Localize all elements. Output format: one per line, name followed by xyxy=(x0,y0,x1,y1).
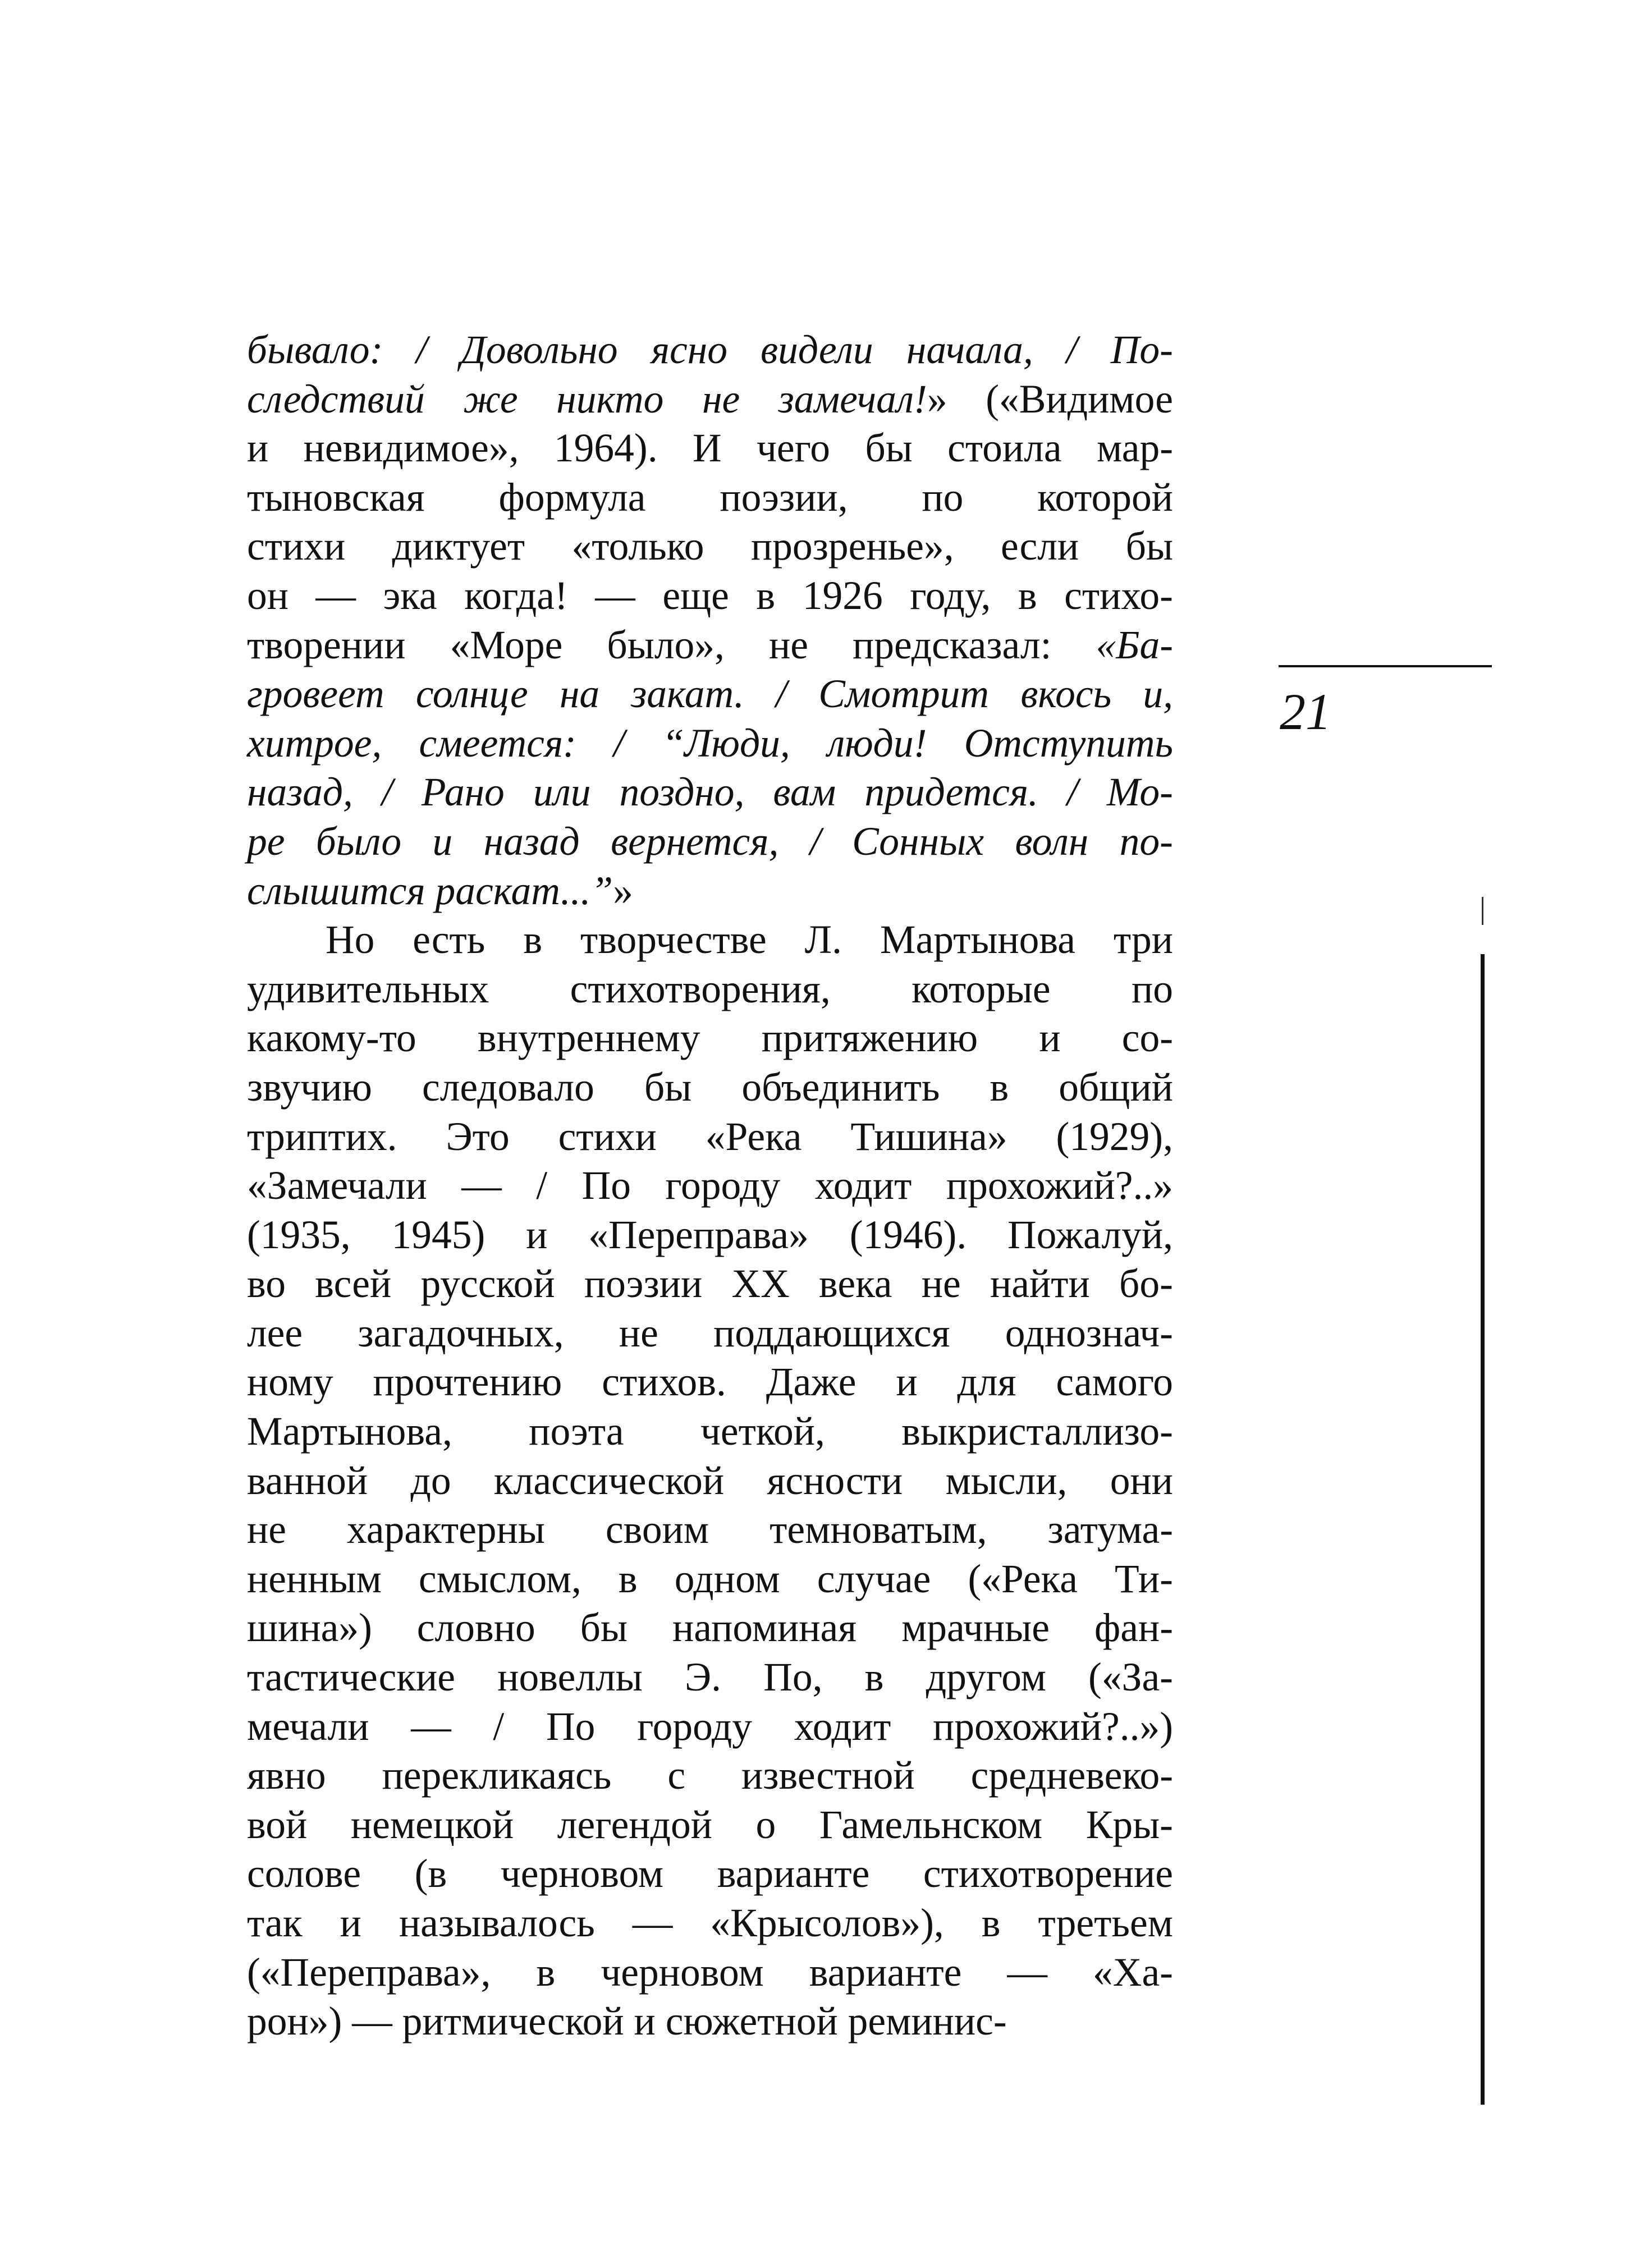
text-line xyxy=(247,375,1173,424)
text-line xyxy=(247,1063,1173,1112)
text-line xyxy=(247,1702,1173,1752)
text-line xyxy=(247,670,1173,719)
text-segment: не характерны своим темноватым, затума- xyxy=(247,1508,1173,1552)
margin-rule xyxy=(1279,665,1492,667)
quote-italic-segment: ре было и назад вернется, / Сонных волн по- xyxy=(247,819,1173,864)
text-line xyxy=(247,965,1173,1014)
page-number: 21 xyxy=(1280,683,1331,740)
text-line xyxy=(247,473,1173,523)
quote-italic-segment: хитрое, смеется: / “Люди, люди! Отступить xyxy=(247,721,1173,766)
text-line xyxy=(247,522,1173,571)
text-line xyxy=(247,1211,1173,1260)
text-segment: стихи диктует «только прозренье», если бы xyxy=(247,524,1173,569)
text-line xyxy=(247,1555,1173,1604)
text-segment: » («Видимое xyxy=(927,377,1173,421)
text-segment: явно перекликаясь с известной средневеко- xyxy=(247,1753,1173,1798)
text-segment: лее загадочных, не поддающихся однознач- xyxy=(247,1311,1173,1355)
quote-italic-segment: назад, / Рано или поздно, вам придется. / Мо- xyxy=(247,770,1173,815)
text-segment: рон») — ритмической и сюжетной реминис- xyxy=(247,1999,1007,2044)
text-segment: «Замечали — / По городу ходит прохожий?..» xyxy=(247,1163,1173,1208)
text-line xyxy=(247,719,1173,768)
text-segment: ненным смыслом, в одном случае («Река Ти- xyxy=(247,1556,1173,1601)
text-line xyxy=(247,1309,1173,1358)
text-line xyxy=(247,867,1173,916)
text-line xyxy=(247,571,1173,621)
text-segment: удивительных стихотворения, которые по xyxy=(247,966,1173,1011)
text-line xyxy=(247,1751,1173,1800)
text-line xyxy=(247,817,1173,867)
text-segment: («Переправа», в черновом варианте — «Ха- xyxy=(247,1950,1173,1995)
body-text xyxy=(247,326,1173,2046)
quote-italic-segment: бывало: / Довольно ясно видели начала, / По- xyxy=(247,328,1173,372)
text-line xyxy=(247,1259,1173,1309)
text-segment: и невидимое», 1964). И чего бы стоила мар- xyxy=(247,426,1173,471)
text-segment: ному прочтению стихов. Даже и для самого xyxy=(247,1360,1173,1405)
text-segment: звучию следовало бы объединить в общий xyxy=(247,1065,1173,1110)
text-segment: шина») словно бы напоминая мрачные фан- xyxy=(247,1606,1173,1651)
text-line xyxy=(247,1505,1173,1555)
text-line xyxy=(247,326,1173,375)
text-line xyxy=(247,1603,1173,1653)
text-line xyxy=(247,1997,1173,2046)
text-segment: солове (в черновом варианте стихотворение xyxy=(247,1852,1173,1896)
text-segment: он — эка когда! — еще в 1926 году, в стихо- xyxy=(247,573,1173,618)
text-line xyxy=(247,1161,1173,1211)
text-line xyxy=(247,1407,1173,1456)
text-segment: во всей русской поэзии XX века не найти бо- xyxy=(247,1262,1173,1307)
text-segment: » xyxy=(613,868,633,913)
quote-italic-segment: «Ба- xyxy=(1096,622,1173,667)
text-line xyxy=(247,1948,1173,1997)
text-line xyxy=(247,621,1173,670)
text-segment: тыновская формула поэзии, по которой xyxy=(247,475,1173,520)
text-segment: так и называлось — «Крысолов»), в третьем xyxy=(247,1901,1173,1945)
text-line xyxy=(247,1014,1173,1063)
text-segment: вой немецкой легендой о Гамельнском Кры- xyxy=(247,1802,1173,1847)
quote-italic-segment: следствий же никто не замечал! xyxy=(247,377,927,421)
text-segment: триптих. Это стихи «Река Тишина» (1929), xyxy=(247,1114,1173,1159)
text-line xyxy=(247,1849,1173,1899)
text-line xyxy=(247,1112,1173,1162)
quote-italic-segment: гровеет солнце на закат. / Смотрит вкось и, xyxy=(247,672,1173,717)
page-edge-tick xyxy=(1482,897,1483,925)
text-segment: какому-то внутреннему притяжению и со- xyxy=(247,1016,1173,1061)
text-segment: тастические новеллы Э. По, в другом («За- xyxy=(247,1655,1173,1700)
text-line xyxy=(247,424,1173,473)
text-segment: творении «Море было», не предсказал: xyxy=(247,622,1096,667)
text-segment: Мартынова, поэта четкой, выкристаллизо- xyxy=(247,1409,1173,1454)
text-segment: Но есть в творчестве Л. Мартынова три xyxy=(326,918,1173,963)
text-line xyxy=(247,1800,1173,1850)
text-line xyxy=(247,915,1173,965)
page-edge-bar xyxy=(1481,954,1485,2105)
text-line xyxy=(247,1358,1173,1407)
text-line xyxy=(247,1653,1173,1702)
text-line xyxy=(247,1456,1173,1506)
text-segment: (1935, 1945) и «Переправа» (1946). Пожалуй, xyxy=(247,1212,1173,1257)
text-segment: мечали — / По городу ходит прохожий?..») xyxy=(247,1704,1173,1749)
text-segment: ванной до классической ясности мысли, они xyxy=(247,1458,1173,1503)
quote-italic-segment: слышится раскат...” xyxy=(247,868,613,913)
text-line xyxy=(247,1899,1173,1948)
text-line xyxy=(247,768,1173,817)
